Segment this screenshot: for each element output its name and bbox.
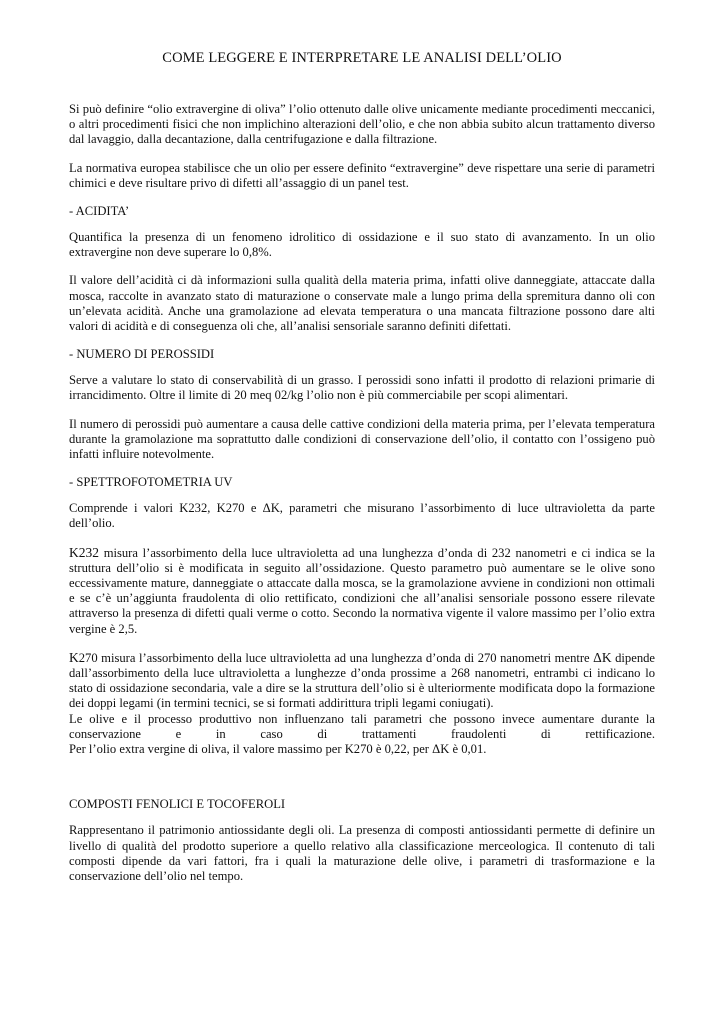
fenolici-paragraph: Rappresentano il patrimonio antiossidante degli oli. La presenza di composti antiossidanti permette di definire un livello di qualità del prodotto superiore a quello relativo alla classificazione merceologica. Il contenuto di tali composti dipende da vari fattori, fra i quali la maturazione delle olive, i parametri di trasformazione e la conservazione dell’olio nel tempo. (69, 823, 655, 883)
uv-intro-paragraph: Comprende i valori K232, K270 e ΔK, parametri che misurano l’assorbimento di luce ultravioletta da parte dell’olio. (69, 501, 655, 531)
acidita-paragraph-1: Quantifica la presenza di un fenomeno idrolitico di ossidazione e il suo stato di avanzamento. In un olio extravergine non deve superare lo 0,8%. (69, 230, 655, 260)
k270-label: K (69, 649, 79, 665)
document-title: COME LEGGERE E INTERPRETARE LE ANALISI DELL’OLIO (162, 50, 562, 66)
k232-text: misura l’assorbimento della luce ultravioletta ad una lunghezza d’onda di 232 nanometri e ci indica se la struttura dell’olio si è modificata in seguito all’ossidazione. Questo parametro può aumentare se le olive sono eccessivamente mature, danneggiate o attaccate dalla mosca, se la gramolazione avviene in condizioni non ottimali e se c’è un’aggiunta fraudolenta di olio rettificato, condizioni che all’analisi sensoriale possono essere rilevate attraverso la presenza di difetti quali verme o cotto. Secondo la normativa vigente il valore massimo per l’olio extra vergine è 2,5. (69, 545, 655, 636)
uv-final-paragraph: Per l’olio extra vergine di oliva, il valore massimo per K270 è 0,22, per ΔK è 0,01. (69, 742, 487, 757)
perossidi-paragraph-1: Serve a valutare lo stato di conservabilità di un grasso. I perossidi sono infatti il prodotto di relazioni primarie di irrancidimento. Oltre il limite di 20 meq 02/kg l’olio non è più commerciabile per scopi alimentari. (69, 373, 655, 403)
k270-text-a: 270 misura l’assorbimento della luce ultravioletta ad una lunghezza d’onda di 270 nanometri mentre (78, 650, 594, 665)
fenolici-heading: COMPOSTI FENOLICI E TOCOFEROLI (69, 797, 286, 812)
delta-k-label: ΔK (593, 649, 612, 665)
document-page (69, 50, 655, 897)
acidita-heading: - ACIDITA’ (69, 204, 130, 219)
olive-paragraph: Le olive e il processo produttivo non influenzano tali parametri che possono invece aumentare durante la conservazione e in caso di trattamenti fraudolenti di rettificazione. (69, 711, 655, 741)
k270-text-b: dipende dall’assorbimento della luce ultravioletta a lunghezze d’onda prossime a 268 nanometri, entrambi ci indicano lo stato di ossidazione secondaria, vale a dire se la struttura dell’olio si è ulteriormente modificata dopo la formazione dei doppi legami (in termini tecnici, se si formati addirittura tripli legami coniugati). (69, 650, 655, 711)
acidita-paragraph-2: Il valore dell’acidità ci dà informazioni sulla qualità della materia prima, infatti olive danneggiate, attaccate dalla mosca, raccolte in avanzato stato di maturazione o conservate male a lungo prima della spremitura danno oli con un’elevata acidità. Anche una gramolazione ad elevata temperatura o una mancata filtrazione possono dare alti valori di acidità e di conseguenza oli che, all’analisi sensoriale saranno definiti difettati. (69, 273, 655, 334)
perossidi-heading: - NUMERO DI PEROSSIDI (69, 347, 215, 362)
intro-paragraph-2: La normativa europea stabilisce che un olio per essere definito “extravergine” deve rispettare una serie di parametri chimici e deve risultare privo di difetti all’assaggio di un panel test. (69, 160, 655, 190)
k232-label: K232 (69, 544, 99, 560)
intro-paragraph-1: Si può definire “olio extravergine di oliva” l’olio ottenuto dalle olive unicamente mediante procedimenti meccanici, o altri procedimenti fisici che non implichino alterazioni dell’olio, e che non abbia subito alcun trattamento diverso dal lavaggio, dalla decantazione, dalla centrifugazione e dalla filtrazione. (69, 102, 655, 147)
uv-heading: - SPETTROFOTOMETRIA UV (69, 475, 233, 490)
k232-paragraph (69, 545, 655, 637)
perossidi-paragraph-2: Il numero di perossidi può aumentare a causa delle cattive condizioni della materia prima, per l’elevata temperatura durante la gramolazione ma soprattutto dalle condizioni di conservazione dell’olio, il contatto con l’ossigeno può infatti influire notevolmente. (69, 416, 655, 462)
k270-paragraph (69, 650, 655, 712)
